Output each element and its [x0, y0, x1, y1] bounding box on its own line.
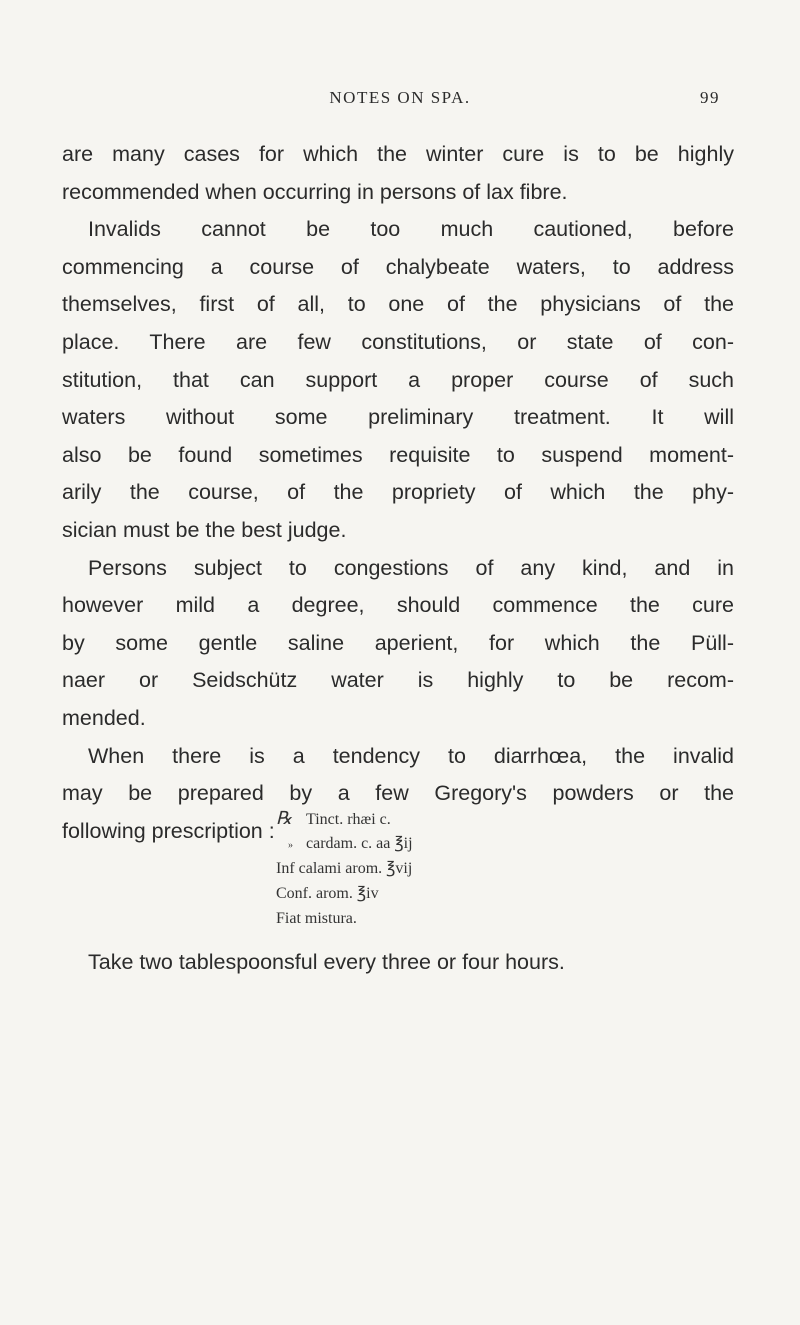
- text-line: may be prepared by a few Gregory's powders or the: [62, 781, 734, 806]
- prescription-line: [276, 906, 556, 931]
- ditto-mark: »: [288, 840, 293, 851]
- text-line: Persons subject to congestions of any kind, and in: [88, 555, 734, 580]
- text-line: mended.: [62, 705, 146, 730]
- page-number: 99: [700, 88, 720, 107]
- prescription-line: [276, 806, 556, 831]
- prescription-line: [276, 831, 556, 856]
- text-line: are many cases for which the winter cure is to be highly: [62, 142, 734, 166]
- text-line: by some gentle saline aperient, for which the Püll-: [62, 630, 734, 655]
- text-line: arily the course, of the propriety of which the phy-: [62, 480, 734, 505]
- prescription-line: [276, 881, 556, 906]
- text-line: stitution, that can support a proper course of such: [62, 367, 734, 392]
- text-line: When there is a tendency to diarrhœa, the invalid: [88, 743, 734, 768]
- text-line: sician must be the best judge.: [62, 517, 347, 542]
- text-line: waters without some preliminary treatment. It will: [62, 405, 734, 430]
- text-line: also be found sometimes requisite to suspend moment-: [62, 442, 734, 467]
- prescription-text: Tinct. rhæi c.: [306, 811, 391, 828]
- prescription-text: Fiat mistura.: [276, 910, 357, 927]
- rx-symbol: ℞: [276, 808, 293, 828]
- text-line: themselves, first of all, to one of the physicians of the: [62, 292, 734, 317]
- running-head-title: NOTES ON SPA.: [329, 88, 471, 107]
- closing-instruction: Take two tablespoonsful every three or four hours.: [88, 950, 565, 974]
- text-line: following prescription :: [62, 818, 275, 843]
- text-line: commencing a course of chalybeate waters, to address: [62, 254, 734, 279]
- running-head: [0, 88, 800, 112]
- prescription-text: Inf calami arom. ℥vij: [276, 860, 413, 877]
- text-line: naer or Seidschütz water is highly to be recom-: [62, 668, 734, 693]
- body-text: [62, 136, 734, 850]
- text-line: however mild a degree, should commence the cure: [62, 593, 734, 618]
- text-line: Invalids cannot be too much cautioned, before: [88, 217, 734, 242]
- prescription-text: cardam. c. aa ℥ij: [306, 835, 413, 852]
- text-line: place. There are few constitutions, or state of con-: [62, 329, 734, 354]
- prescription: [276, 806, 556, 931]
- text-line: recommended when occurring in persons of lax fibre.: [62, 179, 568, 204]
- prescription-line: [276, 856, 556, 881]
- prescription-text: Conf. arom. ℥iv: [276, 885, 379, 902]
